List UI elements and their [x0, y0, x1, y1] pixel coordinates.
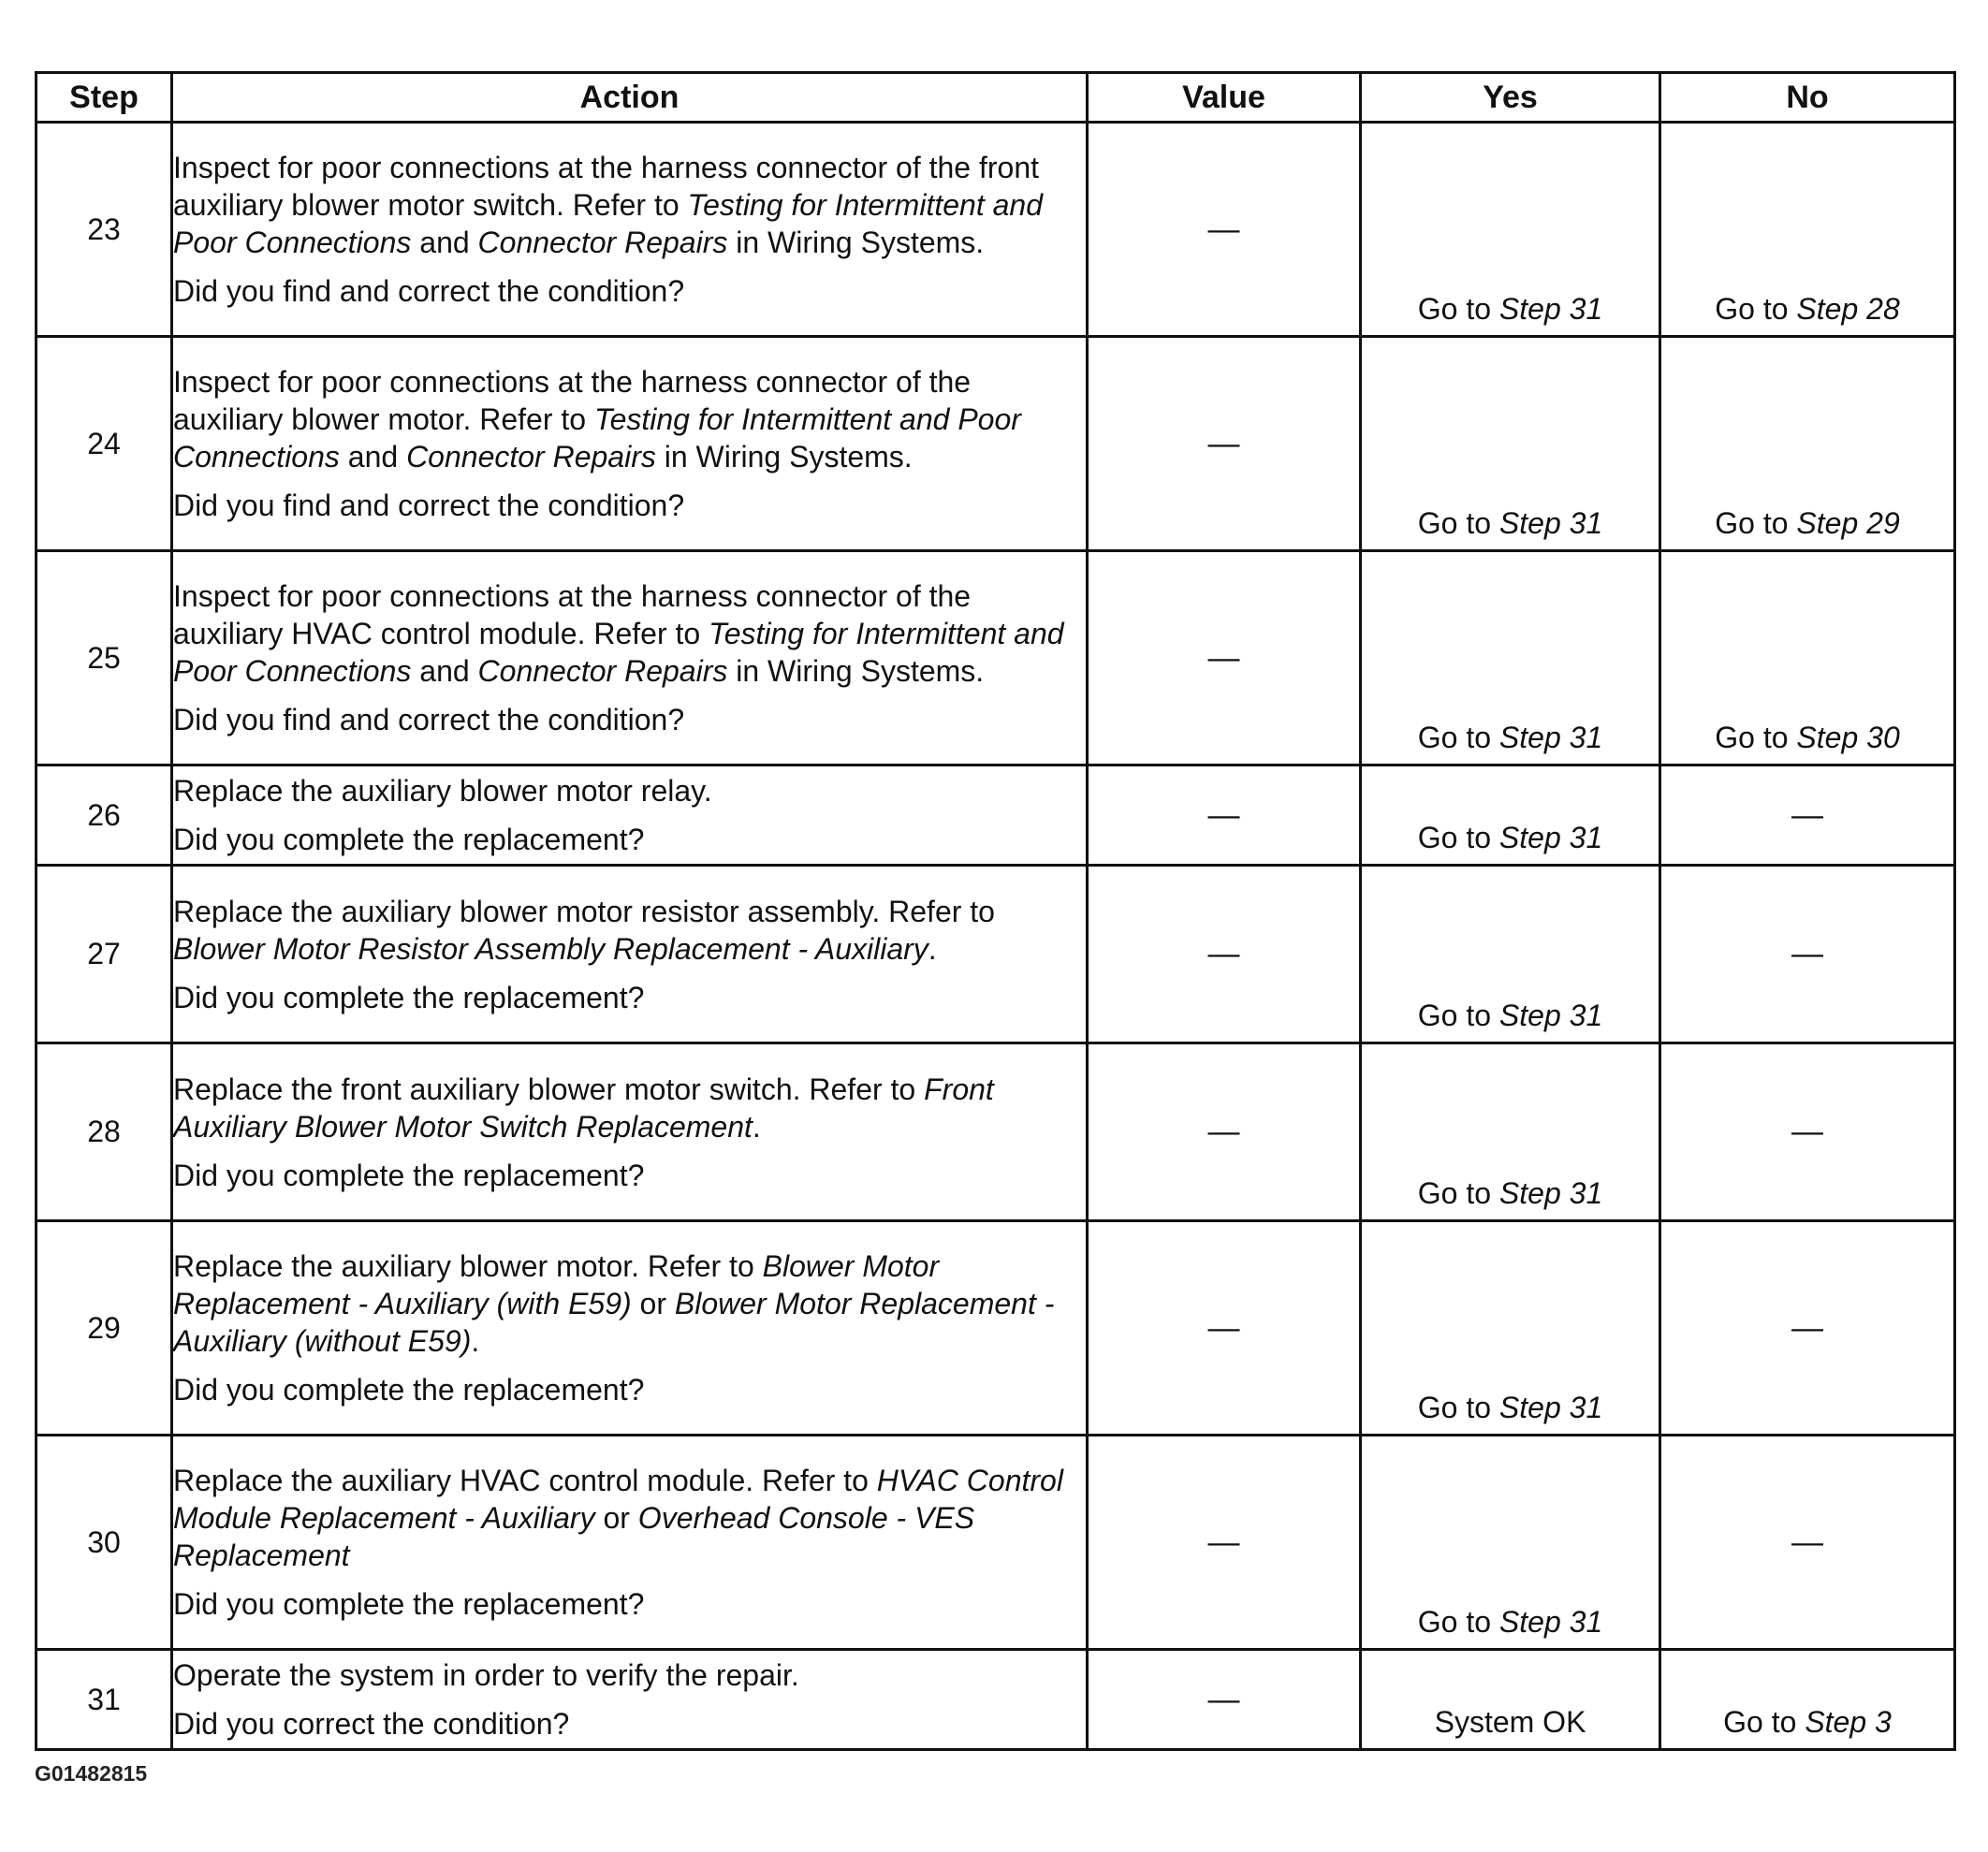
- instruction-segment: Operate the system in order to verify the repair.: [173, 1658, 799, 1692]
- reference-link-text: Blower Motor Replacement - Auxiliary (with E59): [173, 1249, 940, 1320]
- instruction-text: [173, 1071, 1086, 1145]
- no-cell: [1660, 1221, 1955, 1436]
- yes-text: Go to: [1417, 721, 1499, 754]
- no-cell: [1660, 1043, 1955, 1221]
- yes-cell: [1361, 1436, 1660, 1650]
- yes-text: Go to: [1417, 821, 1499, 854]
- no-dash: —: [1791, 1114, 1823, 1149]
- instruction-text: [173, 577, 1086, 690]
- instruction-segment: and: [411, 226, 478, 259]
- action-cell: [172, 337, 1088, 551]
- no-cell: [1660, 337, 1955, 551]
- table-row: [37, 1043, 1955, 1221]
- action-cell: [172, 1043, 1088, 1221]
- value-dash: —: [1207, 796, 1240, 833]
- reference-link-text: HVAC Control Module Replacement - Auxiliary: [173, 1464, 1063, 1535]
- value-cell: [1088, 551, 1361, 766]
- yes-action: [1362, 1174, 1659, 1212]
- instruction-segment: .: [471, 1324, 480, 1358]
- no-step-ref: Step 28: [1796, 292, 1900, 326]
- diagnostic-table: [35, 71, 1956, 1751]
- step-number: 23: [37, 123, 172, 337]
- table-body: [37, 123, 1955, 1750]
- yes-cell: [1361, 337, 1660, 551]
- no-dash: —: [1791, 1524, 1823, 1560]
- no-text: Go to: [1715, 721, 1797, 754]
- action-cell: [172, 766, 1088, 866]
- value-cell: [1088, 1436, 1361, 1650]
- value-dash: —: [1207, 1114, 1240, 1149]
- table-row: [37, 866, 1955, 1043]
- no-dash: —: [1791, 936, 1823, 971]
- action-cell: [172, 1221, 1088, 1436]
- step-number: 26: [37, 766, 172, 866]
- yes-cell: [1361, 123, 1660, 337]
- action-cell: [172, 1650, 1088, 1750]
- table-row: [37, 337, 1955, 551]
- reference-link-text: Front Auxiliary Blower Motor Switch Replacement: [173, 1072, 994, 1144]
- table-row: [37, 1650, 1955, 1750]
- reference-link-text: Connector Repairs: [406, 440, 656, 474]
- action-cell: [172, 123, 1088, 337]
- no-text: Go to: [1723, 1705, 1805, 1739]
- instruction-text: [173, 772, 1086, 809]
- yes-step-ref: Step 31: [1498, 721, 1603, 754]
- reference-link-text: Connector Repairs: [477, 226, 728, 259]
- instruction-segment: Inspect for poor connections at the harness connector of the auxiliary HVAC control module. Refer to: [173, 579, 972, 650]
- table-header-row: [37, 73, 1955, 123]
- value-cell: [1088, 1043, 1361, 1221]
- no-action: [1661, 504, 1953, 542]
- instruction-segment: Inspect for poor connections at the harness connector of the front auxiliary blower motor switch. Refer to: [173, 151, 1039, 222]
- value-dash: —: [1207, 425, 1240, 461]
- no-action: [1661, 1703, 1953, 1741]
- question-text: Did you complete the replacement?: [173, 980, 645, 1014]
- instruction-segment: Replace the auxiliary blower motor relay.: [173, 774, 712, 808]
- table-row: [37, 123, 1955, 337]
- yes-text: Go to: [1417, 1176, 1499, 1210]
- yes-step-ref: Step 31: [1498, 506, 1603, 540]
- no-step-ref: Step 30: [1796, 721, 1900, 754]
- action-cell: [172, 866, 1088, 1043]
- header-no: No: [1660, 73, 1955, 123]
- instruction-text: [173, 1462, 1086, 1574]
- no-cell: [1660, 866, 1955, 1043]
- no-step-ref: Step 3: [1805, 1705, 1892, 1739]
- instruction-segment: Replace the auxiliary HVAC control module. Refer to: [173, 1464, 877, 1497]
- yes-step-ref: Step 31: [1498, 999, 1603, 1032]
- instruction-segment: Replace the auxiliary blower motor resistor assembly. Refer to: [173, 894, 995, 928]
- question-text: Did you complete the replacement?: [173, 1158, 645, 1192]
- value-cell: [1088, 866, 1361, 1043]
- reference-link-text: Blower Motor Replacement - Auxiliary (without E59): [173, 1287, 1055, 1358]
- reference-link-text: Testing for Intermittent and Poor Connections: [173, 402, 1021, 474]
- instruction-segment: in Wiring Systems.: [727, 654, 985, 688]
- yes-step-ref: Step 31: [1498, 1391, 1603, 1424]
- header-yes: Yes: [1361, 73, 1660, 123]
- value-cell: [1088, 766, 1361, 866]
- yes-cell: [1361, 866, 1660, 1043]
- instruction-segment: Replace the front auxiliary blower motor switch. Refer to: [173, 1072, 925, 1106]
- no-cell: [1660, 1436, 1955, 1650]
- no-action: [1661, 719, 1953, 756]
- yes-cell: [1361, 1043, 1660, 1221]
- value-dash: —: [1207, 1681, 1240, 1717]
- step-number: 29: [37, 1221, 172, 1436]
- instruction-segment: or: [594, 1501, 638, 1535]
- question-text: Did you find and correct the condition?: [173, 274, 685, 308]
- table-row: [37, 551, 1955, 766]
- header-action: Action: [172, 73, 1088, 123]
- yes-action: [1362, 1603, 1659, 1641]
- yes-action: [1362, 819, 1659, 856]
- value-cell: [1088, 1221, 1361, 1436]
- value-cell: [1088, 123, 1361, 337]
- yes-text: Go to: [1417, 506, 1499, 540]
- yes-step-ref: Step 31: [1498, 292, 1603, 326]
- reference-link-text: Testing for Intermittent and Poor Connections: [173, 617, 1064, 688]
- yes-action: [1362, 719, 1659, 756]
- no-step-ref: Step 29: [1796, 506, 1900, 540]
- instruction-segment: and: [411, 654, 478, 688]
- value-cell: [1088, 337, 1361, 551]
- step-number: 24: [37, 337, 172, 551]
- no-text: Go to: [1715, 292, 1797, 326]
- no-action: [1661, 290, 1953, 328]
- step-number: 27: [37, 866, 172, 1043]
- yes-text: System OK: [1434, 1705, 1586, 1739]
- question-text: Did you find and correct the condition?: [173, 703, 685, 736]
- figure-id: G01482815: [35, 1761, 148, 1786]
- yes-cell: [1361, 551, 1660, 766]
- no-cell: [1660, 1650, 1955, 1750]
- value-dash: —: [1207, 936, 1240, 971]
- instruction-segment: .: [928, 931, 937, 966]
- header-step: Step: [37, 73, 172, 123]
- yes-step-ref: Step 31: [1498, 1605, 1603, 1639]
- yes-text: Go to: [1417, 292, 1499, 326]
- reference-link-text: Blower Motor Resistor Assembly Replacement - Auxiliary: [173, 931, 928, 966]
- reference-link-text: Testing for Intermittent and Poor Connections: [173, 188, 1043, 259]
- instruction-segment: or: [631, 1287, 675, 1320]
- instruction-text: [173, 893, 1086, 968]
- table-row: [37, 766, 1955, 866]
- instruction-text: [173, 363, 1086, 475]
- question-text: Did you find and correct the condition?: [173, 489, 685, 522]
- instruction-text: [173, 1247, 1086, 1360]
- no-dash: —: [1791, 1309, 1823, 1346]
- yes-text: Go to: [1417, 999, 1499, 1032]
- yes-step-ref: Step 31: [1498, 1176, 1603, 1210]
- yes-action: [1362, 1703, 1659, 1741]
- instruction-text: [173, 1656, 1086, 1694]
- question-text: Did you complete the replacement?: [173, 1587, 645, 1621]
- no-dash: —: [1791, 796, 1823, 833]
- table-row: [37, 1436, 1955, 1650]
- action-cell: [172, 1436, 1088, 1650]
- yes-action: [1362, 504, 1659, 542]
- yes-action: [1362, 290, 1659, 328]
- action-cell: [172, 551, 1088, 766]
- table-row: [37, 1221, 1955, 1436]
- yes-action: [1362, 997, 1659, 1034]
- yes-text: Go to: [1417, 1391, 1499, 1424]
- yes-text: Go to: [1417, 1605, 1499, 1639]
- value-dash: —: [1207, 1524, 1240, 1560]
- value-dash: —: [1207, 639, 1240, 676]
- header-value: Value: [1088, 73, 1361, 123]
- value-dash: —: [1207, 1309, 1240, 1346]
- value-cell: [1088, 1650, 1361, 1750]
- question-text: Did you complete the replacement?: [173, 1373, 645, 1407]
- instruction-segment: in Wiring Systems.: [727, 226, 985, 259]
- instruction-segment: and: [339, 440, 407, 474]
- no-cell: [1660, 766, 1955, 866]
- instruction-segment: in Wiring Systems.: [655, 440, 913, 474]
- question-text: Did you correct the condition?: [173, 1707, 570, 1741]
- reference-link-text: Overhead Console - VES Replacement: [173, 1501, 975, 1572]
- step-number: 31: [37, 1650, 172, 1750]
- yes-action: [1362, 1389, 1659, 1426]
- step-number: 28: [37, 1043, 172, 1221]
- instruction-segment: .: [752, 1109, 761, 1144]
- reference-link-text: Connector Repairs: [477, 654, 728, 688]
- step-number: 25: [37, 551, 172, 766]
- yes-cell: [1361, 766, 1660, 866]
- yes-cell: [1361, 1221, 1660, 1436]
- instruction-segment: Inspect for poor connections at the harness connector of the auxiliary blower motor. Refer to: [173, 365, 972, 436]
- no-cell: [1660, 551, 1955, 766]
- value-dash: —: [1207, 211, 1240, 247]
- yes-step-ref: Step 31: [1498, 821, 1603, 854]
- instruction-text: [173, 149, 1086, 261]
- step-number: 30: [37, 1436, 172, 1650]
- no-cell: [1660, 123, 1955, 337]
- question-text: Did you complete the replacement?: [173, 823, 645, 856]
- no-text: Go to: [1715, 506, 1797, 540]
- yes-cell: [1361, 1650, 1660, 1750]
- instruction-segment: Replace the auxiliary blower motor. Refer to: [173, 1249, 763, 1283]
